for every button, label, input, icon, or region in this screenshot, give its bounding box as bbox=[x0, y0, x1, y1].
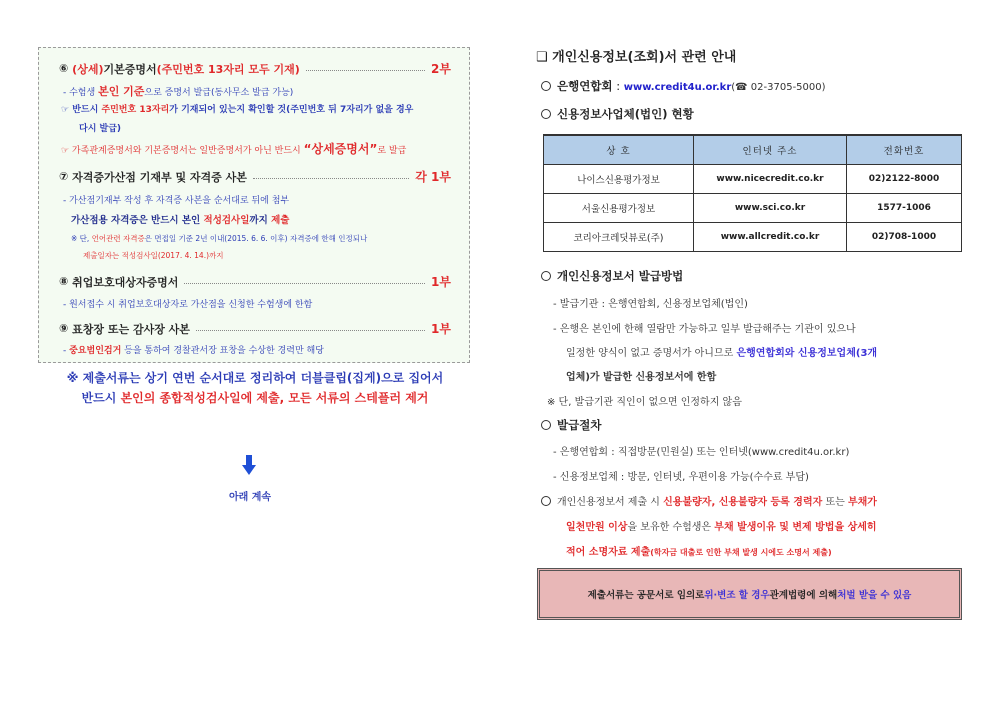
method-note: ※ 단, 발급기관 직인이 없으면 인정하지 않음 bbox=[547, 397, 742, 408]
emphasis-text: 은행연합회와 신용정보업체(3개 bbox=[736, 348, 878, 359]
submit-line-1 bbox=[541, 493, 877, 508]
text: 가 기재되어 있는지 확인할 것(주민번호 뒤 7자리가 없을 경우 bbox=[169, 105, 414, 115]
text: - 수험생 bbox=[63, 88, 99, 98]
emphasis-text: 적어 소명자료 제출 bbox=[566, 547, 651, 558]
text: 다시 발급) bbox=[79, 124, 122, 134]
table-row bbox=[544, 164, 962, 193]
table-row bbox=[544, 222, 962, 251]
table-row bbox=[544, 193, 962, 222]
text: ☞ 가족관계증명서와 기본증명서는 일반증명서가 아닌 반드시 bbox=[61, 146, 304, 156]
text: 가산점용 자격증은 반드시 본인 bbox=[71, 215, 204, 226]
item-number: ⑨ bbox=[59, 322, 69, 335]
method-line-4: 업체)가 발급한 신용정보서에 한함 bbox=[566, 372, 717, 383]
text: - 원서접수 시 취업보호대상자로 가산점을 신청한 수험생에 한함 bbox=[63, 300, 313, 310]
item-8-line-1 bbox=[63, 297, 312, 310]
method-line-1: - 발급기관 : 은행연합회, 신용정보업체(법인) bbox=[553, 299, 748, 310]
item-quantity: 2부 bbox=[431, 62, 451, 76]
method-line-2: - 은행은 본인에 한해 열람만 가능하고 일부 발급해주는 기관이 있으나 bbox=[553, 324, 856, 335]
item-title-main: 취업보호대상자증명서 bbox=[72, 275, 179, 289]
emphasis-text: “상세증명서” bbox=[303, 142, 378, 156]
text: - bbox=[63, 346, 70, 356]
item-8-title bbox=[59, 273, 451, 290]
circle-bullet-icon bbox=[541, 81, 551, 91]
submit-line-2 bbox=[566, 518, 877, 533]
bank-url-link[interactable]: www.credit4u.or.kr bbox=[623, 82, 732, 93]
text: 은 면접일 기준 2년 이내(2015. 6. 6. 이후) 자격증에 한해 인정되나 bbox=[144, 234, 368, 243]
item-9-line-1 bbox=[63, 343, 324, 356]
credit-agencies-table bbox=[543, 134, 962, 252]
text: 또는 bbox=[822, 497, 848, 508]
item-title-main: 표창장 또는 감사장 사본 bbox=[72, 322, 190, 336]
text: 관계법령에 의해 bbox=[769, 590, 838, 601]
note-line-2 bbox=[30, 388, 480, 408]
agency-url: www.nicecredit.co.kr bbox=[694, 164, 847, 193]
emphasis-text: 제출 bbox=[271, 215, 290, 226]
leader-dots bbox=[184, 283, 425, 284]
procedure-line-2: - 신용정보업체 : 방문, 인터넷, 우편이용 가능(수수료 부담) bbox=[553, 472, 809, 483]
emphasis-text: 중요범인검거 bbox=[69, 346, 122, 356]
text: 등을 통하여 경찰관서장 표창을 수상한 경력만 해당 bbox=[121, 346, 324, 356]
item-7-line-4 bbox=[83, 250, 224, 261]
bank-label: 은행연합회 bbox=[557, 79, 613, 93]
item-number: ⑦ bbox=[59, 170, 69, 183]
agency-url: www.sci.co.kr bbox=[694, 193, 847, 222]
item-number: ⑥ bbox=[59, 62, 69, 75]
table-header-row bbox=[544, 135, 962, 164]
item-6-line-1 bbox=[63, 83, 293, 99]
text: 제출서류는 공문서로 임의로 bbox=[587, 590, 705, 601]
text: 제출일자는 적성검사일(2017. 4. 14.)까지 bbox=[83, 251, 224, 260]
bank-association-line bbox=[541, 78, 826, 94]
text: ☞ 반드시 bbox=[61, 105, 102, 115]
heading-text: 발급절차 bbox=[557, 418, 602, 432]
method-heading bbox=[541, 268, 683, 284]
text: 까지 bbox=[249, 215, 272, 226]
emphasis-text: 언어관련 자격증 bbox=[91, 234, 145, 243]
separator: : bbox=[612, 79, 624, 93]
item-6-title bbox=[59, 60, 451, 77]
item-7-line-3 bbox=[71, 233, 367, 244]
agency-name: 서울신용평가정보 bbox=[544, 193, 694, 222]
header-url: 인터넷 주소 bbox=[694, 135, 847, 164]
procedure-heading bbox=[541, 417, 601, 433]
item-quantity: 1부 bbox=[431, 322, 451, 336]
item-6-line-2 bbox=[61, 102, 413, 115]
emphasis-text: 부채 발생이유 및 변제 방법을 상세히 bbox=[714, 522, 877, 533]
leader-dots bbox=[306, 70, 425, 71]
agency-phone: 02)2122-8000 bbox=[847, 164, 962, 193]
text: 으로 증명서 발급(동사무소 발급 가능) bbox=[144, 88, 294, 98]
procedure-line-1: - 은행연합회 : 직접방문(민원실) 또는 인터넷(www.credit4u.or.kr) bbox=[553, 447, 850, 458]
agencies-heading bbox=[541, 106, 694, 122]
item-9-title bbox=[59, 320, 451, 337]
emphasis-text: 본인의 종합적성검사일에 제출, 모든 서류의 스테플러 제거 bbox=[120, 391, 429, 405]
header-name: 상 호 bbox=[544, 135, 694, 164]
emphasis-text: 주민번호 13자리 bbox=[101, 105, 170, 115]
continue-below-label: 아래 계속 bbox=[228, 492, 272, 503]
circle-bullet-icon bbox=[541, 271, 551, 281]
emphasis-text: 신용불량자, 신용불량자 등록 경력자 bbox=[663, 497, 823, 508]
text: 일정한 양식이 없고 증명서가 아니므로 bbox=[566, 348, 737, 359]
agency-url: www.allcredit.co.kr bbox=[694, 222, 847, 251]
forgery-warning-box bbox=[537, 568, 962, 620]
agency-name: 코리아크레딧뷰로(주) bbox=[544, 222, 694, 251]
circle-bullet-icon bbox=[541, 109, 551, 119]
required-documents-box bbox=[38, 47, 470, 363]
item-quantity: 각 1부 bbox=[415, 170, 451, 184]
emphasis-text: 적성검사일 bbox=[203, 215, 250, 226]
item-title-suffix: (주민번호 13자리 모두 기재) bbox=[156, 62, 300, 76]
header-phone: 전화번호 bbox=[847, 135, 962, 164]
emphasis-text: 위·변조 할 경우 bbox=[704, 590, 770, 601]
agency-phone: 02)708-1000 bbox=[847, 222, 962, 251]
leader-dots bbox=[196, 330, 425, 331]
arrow-down-icon bbox=[242, 455, 256, 475]
text: ※ 단, bbox=[71, 234, 92, 243]
method-line-3 bbox=[566, 344, 877, 359]
note-text: (학자금 대출로 인한 부채 발생 시에도 소명서 제출) bbox=[650, 548, 832, 557]
item-title-main: 자격증가산점 기재부 및 자격증 사본 bbox=[72, 170, 247, 184]
bank-phone: (☎ 02-3705-5000) bbox=[731, 82, 826, 93]
text: 을 보유한 수험생은 bbox=[627, 522, 715, 533]
text: 로 발급 bbox=[377, 146, 407, 156]
item-7-line-1 bbox=[63, 193, 289, 206]
emphasis-text: 일천만원 이상 bbox=[566, 522, 628, 533]
item-6-line-3 bbox=[79, 121, 121, 134]
item-6-line-4 bbox=[61, 140, 406, 157]
agency-name: 나이스신용평가정보 bbox=[544, 164, 694, 193]
item-title-prefix: (상세) bbox=[72, 62, 104, 76]
leader-dots bbox=[253, 178, 409, 179]
emphasis-text: 본인 기준 bbox=[98, 85, 145, 98]
section-title: ❑ 개인신용정보(조회)서 관련 안내 bbox=[536, 50, 737, 65]
emphasis-text: 부채가 bbox=[847, 497, 877, 508]
heading-text: 개인신용정보서 발급방법 bbox=[557, 269, 684, 283]
item-number: ⑧ bbox=[59, 275, 69, 288]
circle-bullet-icon bbox=[541, 496, 551, 506]
text: 반드시 bbox=[81, 391, 121, 405]
text: 개인신용정보서 제출 시 bbox=[557, 497, 664, 508]
circle-bullet-icon bbox=[541, 420, 551, 430]
heading-text: 신용정보사업체(법인) 현황 bbox=[557, 107, 694, 121]
text: - 가산점기재부 작성 후 자격증 사본을 순서대로 뒤에 첨부 bbox=[63, 196, 290, 206]
item-quantity: 1부 bbox=[431, 275, 451, 289]
note-line-1: ※ 제출서류는 상기 연번 순서대로 정리하여 더블클립(집게)으로 집어서 bbox=[66, 371, 444, 385]
item-title-main: 기본증명서 bbox=[103, 62, 157, 76]
item-7-title bbox=[59, 168, 451, 185]
item-7-line-2 bbox=[71, 212, 289, 226]
submission-note bbox=[30, 368, 480, 408]
submit-line-3 bbox=[566, 543, 832, 558]
emphasis-text: 처벌 받을 수 있음 bbox=[837, 590, 912, 601]
agency-phone: 1577-1006 bbox=[847, 193, 962, 222]
